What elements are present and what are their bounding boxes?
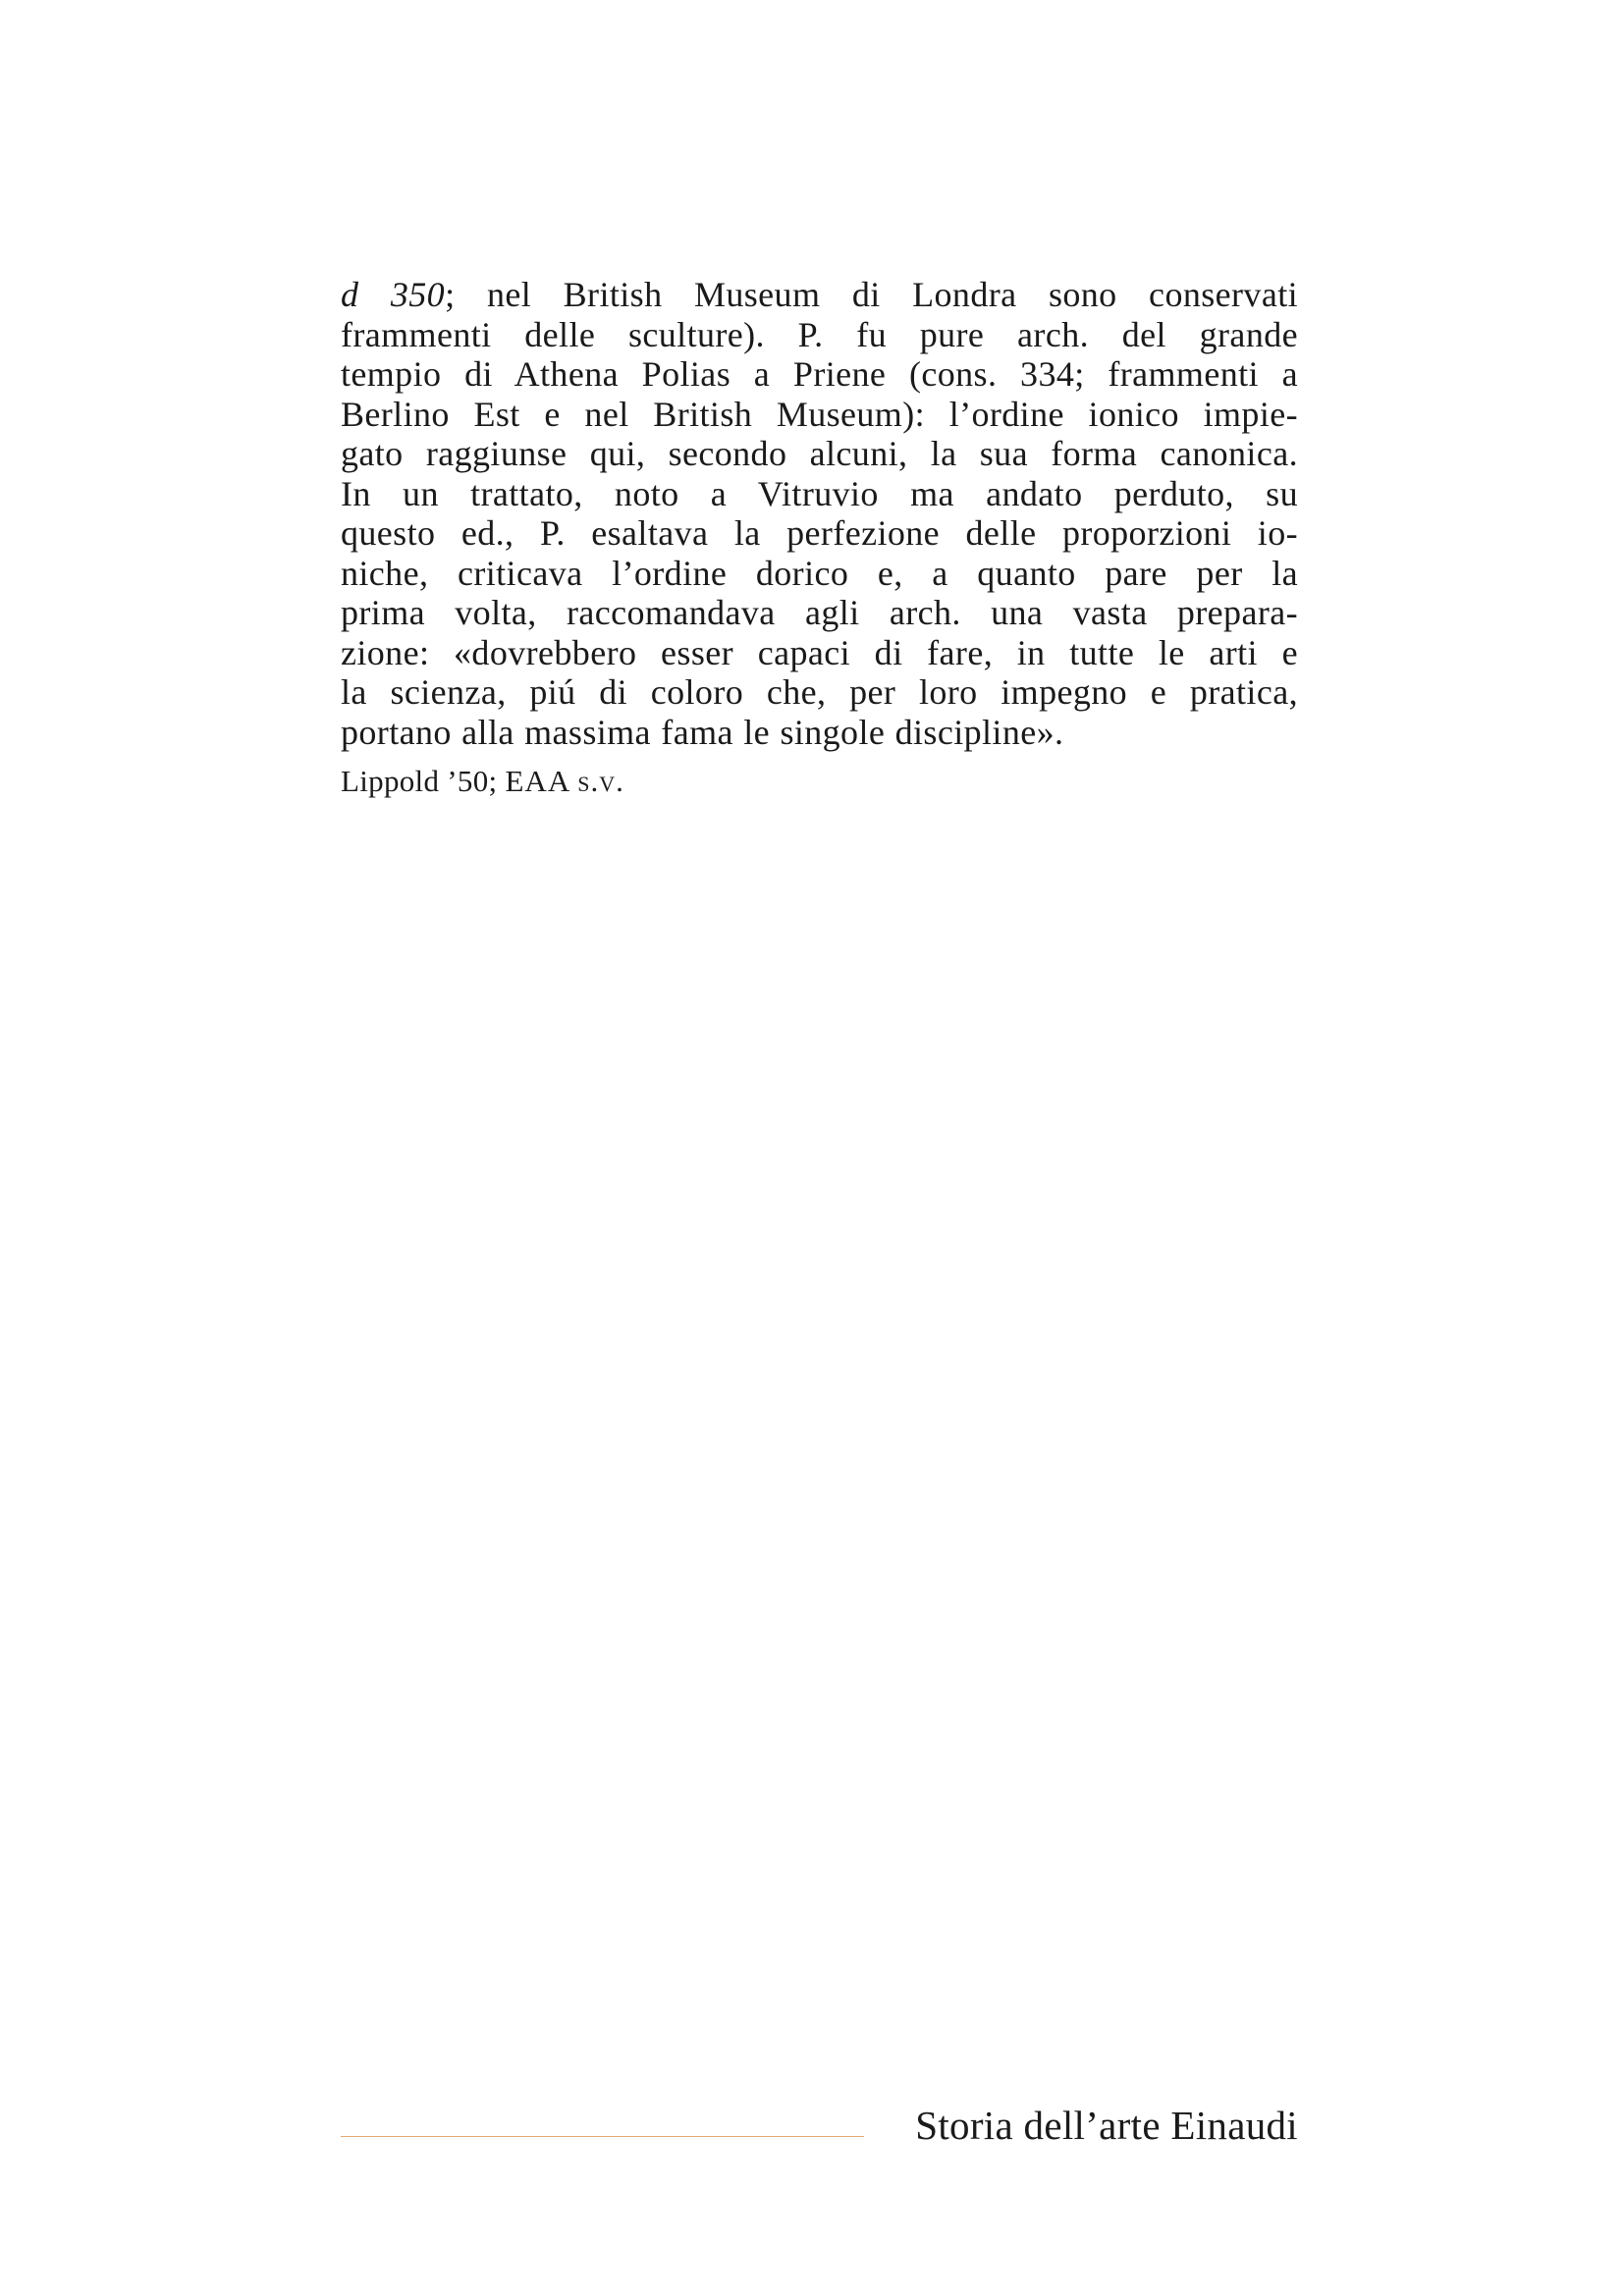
body-line-7: questo ed., P. esaltava la perfezione delle proporzioni io-: [341, 513, 1298, 553]
reference-italic: d 350: [341, 275, 446, 314]
bibliography-abbrev: EAA s.v.: [505, 764, 624, 798]
body-line-10: zione: «dovrebbero esser capaci di fare, in tutte le arti e: [341, 632, 1298, 672]
body-line-6: In un trattato, noto a Vitruvio ma andato perduto, su: [341, 473, 1298, 513]
body-line-5: gato raggiunse qui, secondo alcuni, la sua forma canonica.: [341, 434, 1298, 473]
body-line-8: niche, criticava l’ordine dorico e, a quanto pare per la: [341, 553, 1298, 593]
body-line-4: Berlino Est e nel British Museum): l’ordine ionico impie-: [341, 394, 1298, 434]
bibliography-prefix: Lippold ’50;: [341, 764, 506, 798]
bibliography: [341, 762, 1298, 801]
body-line-1: [341, 275, 1298, 315]
body-line-text: ; nel British Museum di Londra sono conservati: [445, 275, 1298, 314]
body-line-12: portano alla massima fama le singole discipline».: [341, 712, 1064, 752]
body-line-3: tempio di Athena Polias a Priene (cons. 334; frammenti a: [341, 354, 1298, 394]
footer-rule: [341, 2136, 864, 2137]
page-footer: [341, 2101, 1298, 2160]
body-paragraph: [341, 275, 1298, 752]
body-line-9: prima volta, raccomandava agli arch. una vasta prepara-: [341, 593, 1298, 632]
body-line-2: frammenti delle sculture). P. fu pure arch. del grande: [341, 314, 1298, 354]
text-column: [341, 275, 1298, 801]
footer-title: Storia dell’arte Einaudi: [915, 2103, 1298, 2148]
body-line-11: la scienza, piú di coloro che, per loro impegno e pratica,: [341, 672, 1298, 712]
